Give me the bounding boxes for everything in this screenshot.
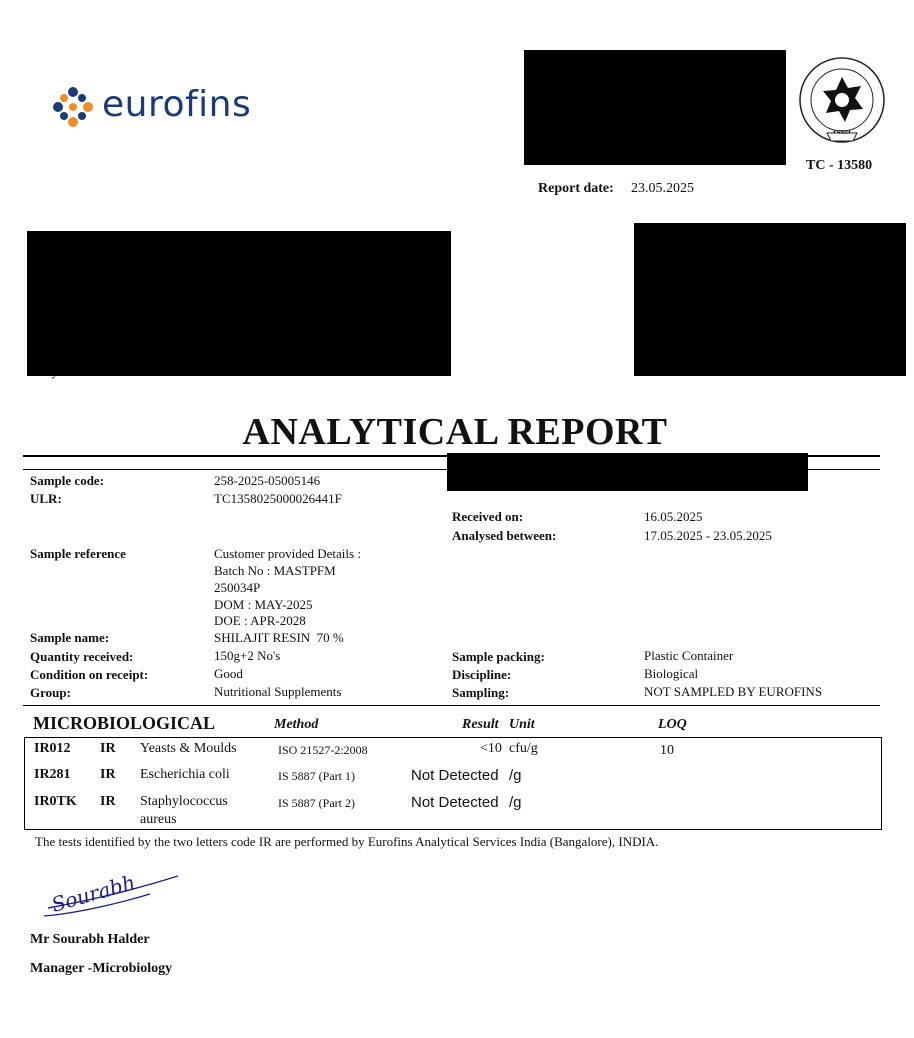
redacted-address-left	[27, 231, 451, 376]
discipline-value: Biological	[644, 666, 699, 681]
row-3-method: IS 5887 (Part 2)	[278, 796, 355, 810]
sample-name-value: SHILAJIT RESIN 70 %	[214, 630, 344, 645]
logo-text: eurofins	[102, 84, 252, 125]
row-1-code: IR012	[34, 741, 71, 756]
row-2-method: IS 5887 (Part 1)	[278, 769, 355, 783]
sample-code-label: Sample code:	[30, 473, 105, 488]
sample-name-label: Sample name:	[30, 630, 110, 645]
sample-reference-label: Sample reference	[30, 546, 126, 561]
redacted-address-right	[634, 223, 906, 376]
group-label: Group:	[30, 685, 71, 700]
eurofins-logo	[50, 84, 280, 130]
col-unit: Unit	[509, 717, 535, 732]
ulr-value: TC1358025000026441F	[214, 491, 342, 506]
signature-graphic	[40, 872, 185, 922]
sample-reference-line-3: 250034P	[214, 580, 261, 595]
sample-reference-line-2: Batch No : MASTPFM	[214, 563, 336, 578]
sample-reference-line-1: Customer provided Details :	[214, 546, 361, 561]
signature	[40, 872, 185, 922]
quantity-value: 150g+2 No's	[214, 648, 281, 663]
row-3-unit: /g	[509, 794, 522, 811]
signatory-name: Mr Sourabh Halder	[30, 932, 150, 947]
row-3-param-line-2: aureus	[140, 812, 177, 827]
sample-reference-line-5: DOE : APR-2028	[214, 613, 306, 628]
col-method: Method	[274, 717, 319, 732]
col-result: Result	[462, 717, 499, 732]
row-1-result: <10	[480, 741, 502, 756]
row-3-code: IR0TK	[34, 794, 77, 809]
sample-code-value: 258-2025-05005146	[214, 473, 321, 488]
row-3-lab: IR	[100, 794, 116, 809]
analysed-value: 17.05.2025 - 23.05.2025	[644, 528, 772, 543]
condition-value: Good	[214, 666, 243, 681]
received-value: 16.05.2025	[644, 509, 703, 524]
row-3-param: Staphylococcus	[140, 794, 228, 809]
received-label: Received on:	[452, 509, 524, 524]
accreditation-code: TC - 13580	[806, 158, 873, 173]
col-loq: LOQ	[658, 717, 687, 732]
report-date-value: 23.05.2025	[631, 181, 694, 196]
row-2-result: Not Detected	[411, 767, 499, 784]
row-1-unit: cfu/g	[509, 741, 538, 756]
group-value: Nutritional Supplements	[214, 684, 342, 699]
row-3-result: Not Detected	[411, 794, 499, 811]
packing-value: Plastic Container	[644, 648, 734, 663]
footnote: The tests identified by the two letters code IR are performed by Eurofins Analytical Services India (Bangalore), INDIA.	[35, 834, 659, 849]
redacted-block-top	[524, 50, 786, 165]
signature-text: Sourabh	[48, 872, 138, 917]
sample-reference-line-4: DOM : MAY-2025	[214, 597, 313, 612]
row-2-lab: IR	[100, 767, 116, 782]
micro-section-title: MICROBIOLOGICAL	[33, 713, 216, 733]
redacted-block-mid	[447, 453, 808, 491]
report-date-label: Report date:	[538, 181, 614, 196]
row-1-lab: IR	[100, 741, 116, 756]
packing-label: Sample packing:	[452, 649, 545, 664]
eurofins-dots-icon	[50, 84, 96, 130]
sampling-label: Sampling:	[452, 685, 510, 700]
report-title: ANALYTICAL REPORT	[242, 411, 668, 453]
ulr-label: ULR:	[30, 491, 62, 506]
row-1-param: Yeasts & Moulds	[140, 741, 237, 756]
section-rule	[23, 705, 880, 706]
signatory-title: Manager -Microbiology	[30, 961, 173, 976]
accreditation-seal	[797, 55, 887, 145]
row-1-loq: 10	[660, 743, 674, 758]
row-2-code: IR281	[34, 767, 71, 782]
seal-caption: •भारत•	[832, 129, 852, 136]
analysed-label: Analysed between:	[452, 528, 557, 543]
discipline-label: Discipline:	[452, 667, 512, 682]
sampling-value: NOT SAMPLED BY EUROFINS	[644, 684, 823, 699]
quantity-label: Quantity received:	[30, 649, 134, 664]
row-2-param: Escherichia coli	[140, 767, 230, 782]
condition-label: Condition on receipt:	[30, 667, 149, 682]
row-2-unit: /g	[509, 767, 522, 784]
row-1-method: ISO 21527-2:2008	[278, 743, 368, 757]
